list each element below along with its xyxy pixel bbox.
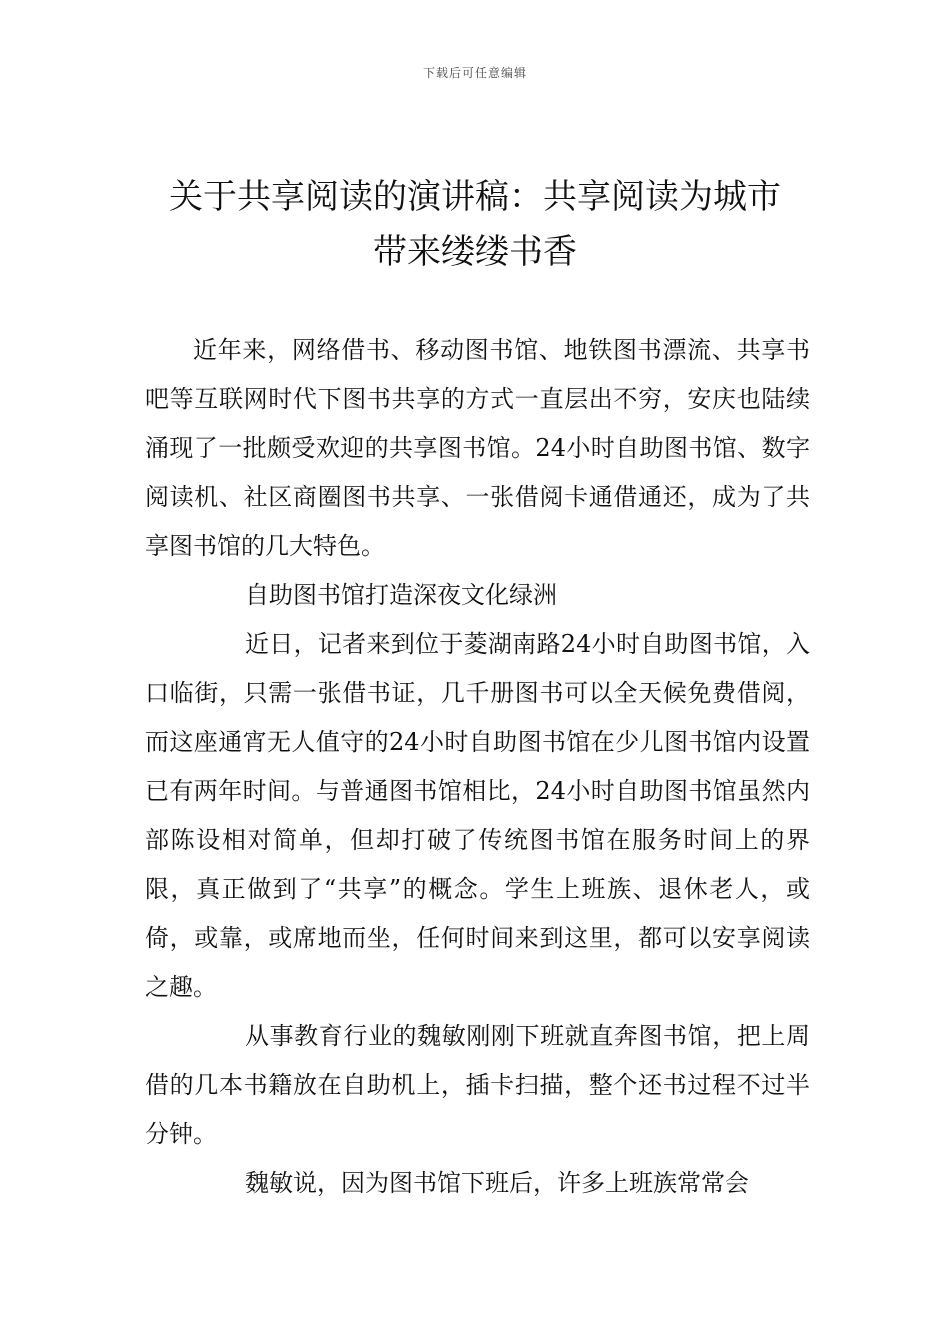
paragraph-quote: 魏敏说，因为图书馆下班后，许多上班族常常会 <box>245 1169 749 1197</box>
title-line-2: 带来缕缕书香 <box>373 232 577 272</box>
section-heading: 自助图书馆打造深夜文化绿洲 <box>245 581 557 609</box>
document-body <box>145 326 810 1208</box>
paragraph-weimin: 从事教育行业的魏敏刚刚下班就直奔图书馆，把上周借的几本书籍放在自助机上，插卡扫描，整个还书过程不过半分钟。 <box>145 1022 810 1148</box>
header-note: 下载后可任意编辑 <box>422 66 527 80</box>
document-title <box>100 170 850 280</box>
paragraph-intro: 近年来，网络借书、移动图书馆、地铁图书漂流、共享书吧等互联网时代下图书共享的方式一直层出不穷，安庆也陆续涌现了一批颇受欢迎的共享图书馆。24小时自助图书馆、数字阅读机、社区商圈图书共享、一张借阅卡通借通还，成为了共享图书馆的几大特色。 <box>145 336 810 560</box>
title-line-1: 关于共享阅读的演讲稿：共享阅读为城市 <box>169 177 781 217</box>
paragraph-visit: 近日，记者来到位于菱湖南路24小时自助图书馆，入口临街，只需一张借书证，几千册图书可以全天候免费借阅，而这座通宵无人值守的24小时自助图书馆在少儿图书馆内设置已有两年时间。与普通图书馆相比，24小时自助图书馆虽然内部陈设相对简单，但却打破了传统图书馆在服务时间上的界限，真正做到了“共享”的概念。学生上班族、退休老人，或倚，或靠，或席地而坐，任何时间来到这里，都可以安享阅读之趣。 <box>145 630 810 1001</box>
